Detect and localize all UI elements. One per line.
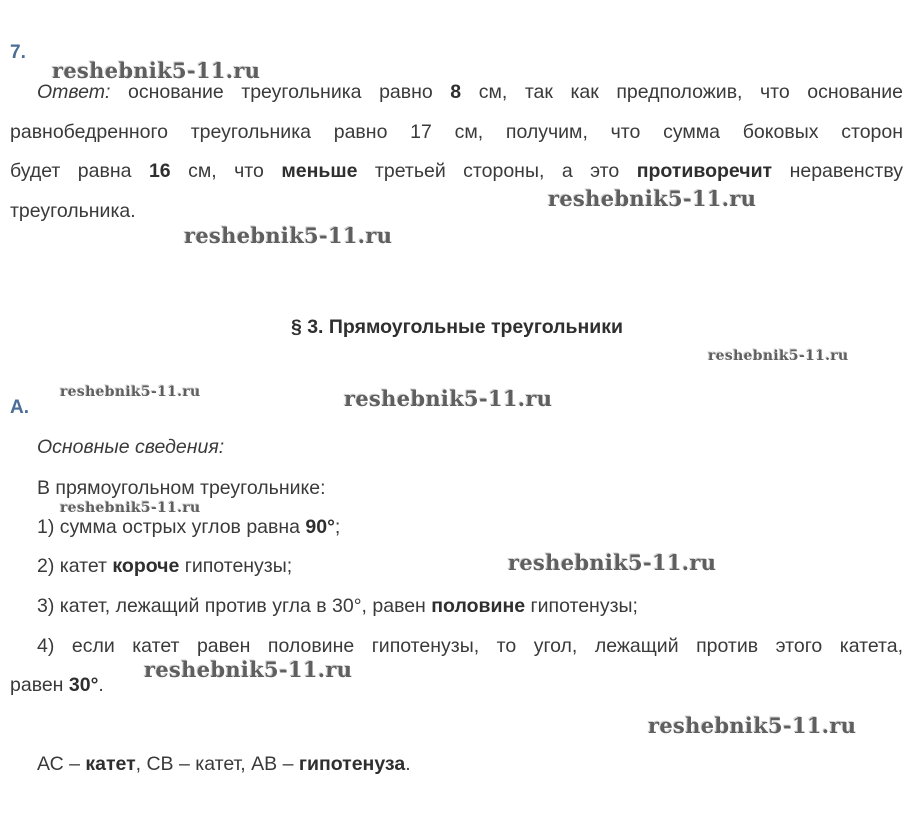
- answer-text: см, так как предположив, что основание: [461, 81, 903, 103]
- watermark: reshebnik5-11.ru: [648, 713, 857, 738]
- item-text: .: [405, 753, 411, 775]
- answer-text: основание треугольника равно: [110, 81, 451, 103]
- list-item-4: 4) если катет равен половине гипотенузы, то угол, лежащий против этого катета,: [37, 635, 903, 657]
- item-text: .: [98, 674, 104, 696]
- answer-text: см, что: [170, 160, 282, 182]
- section-letter: А.: [10, 397, 29, 418]
- watermark: reshebnik5-11.ru: [52, 58, 261, 83]
- emphasis: противоречит: [636, 160, 773, 182]
- intro-line: В прямоугольном треугольнике:: [37, 477, 326, 499]
- item-text: АС –: [37, 753, 86, 775]
- answer-text: неравенству: [772, 160, 904, 182]
- item-text: равен: [10, 674, 69, 696]
- answer-text: будет равна: [10, 160, 149, 182]
- watermark: reshebnik5-11.ru: [708, 348, 849, 364]
- item-text: ;: [334, 516, 341, 538]
- list-item-3: [37, 594, 638, 618]
- subtitle-text: Основные сведения:: [37, 436, 225, 458]
- answer-value: 16: [148, 160, 171, 182]
- item-text: гипотенузы;: [179, 555, 293, 577]
- list-item-4-cont: [10, 673, 104, 697]
- watermark: reshebnik5-11.ru: [60, 384, 201, 400]
- final-line: [37, 752, 411, 776]
- emphasis: половине: [431, 595, 526, 617]
- watermark: reshebnik5-11.ru: [144, 657, 353, 682]
- watermark: reshebnik5-11.ru: [508, 550, 717, 575]
- answer-text: третьей стороны, а это: [357, 160, 637, 182]
- item-text: гипотенузы;: [525, 595, 638, 617]
- answer-line-4: треугольника.: [10, 200, 136, 222]
- emphasis: 30°: [68, 674, 99, 696]
- answer-line-3: [10, 159, 903, 183]
- item-text: 1) сумма острых углов равна: [37, 516, 306, 538]
- emphasis: гипотенуза: [298, 753, 406, 775]
- watermark: reshebnik5-11.ru: [184, 223, 393, 248]
- watermark: reshebnik5-11.ru: [344, 386, 553, 411]
- watermark: reshebnik5-11.ru: [548, 186, 757, 211]
- answer-line-2: равнобедренного треугольника равно 17 см, получим, что сумма боковых сторон: [10, 121, 903, 143]
- emphasis: катет: [85, 753, 136, 775]
- list-item-1: [37, 515, 340, 539]
- emphasis: короче: [112, 555, 180, 577]
- watermark: reshebnik5-11.ru: [60, 500, 201, 516]
- answer-line-1: [10, 80, 903, 104]
- item-text: , СВ – катет, АВ –: [135, 753, 299, 775]
- item-text: 2) катет: [37, 555, 113, 577]
- answer-label: Ответ:: [37, 81, 111, 103]
- list-item-2: [37, 554, 292, 578]
- item-text: 3) катет, лежащий против угла в 30°, равен: [37, 595, 432, 617]
- section-heading: § 3. Прямоугольные треугольники: [290, 316, 624, 338]
- problem-number: 7.: [10, 42, 26, 63]
- answer-value: 8: [450, 81, 462, 103]
- emphasis: 90°: [305, 516, 335, 538]
- emphasis: меньше: [281, 160, 358, 182]
- subtitle: [37, 435, 224, 459]
